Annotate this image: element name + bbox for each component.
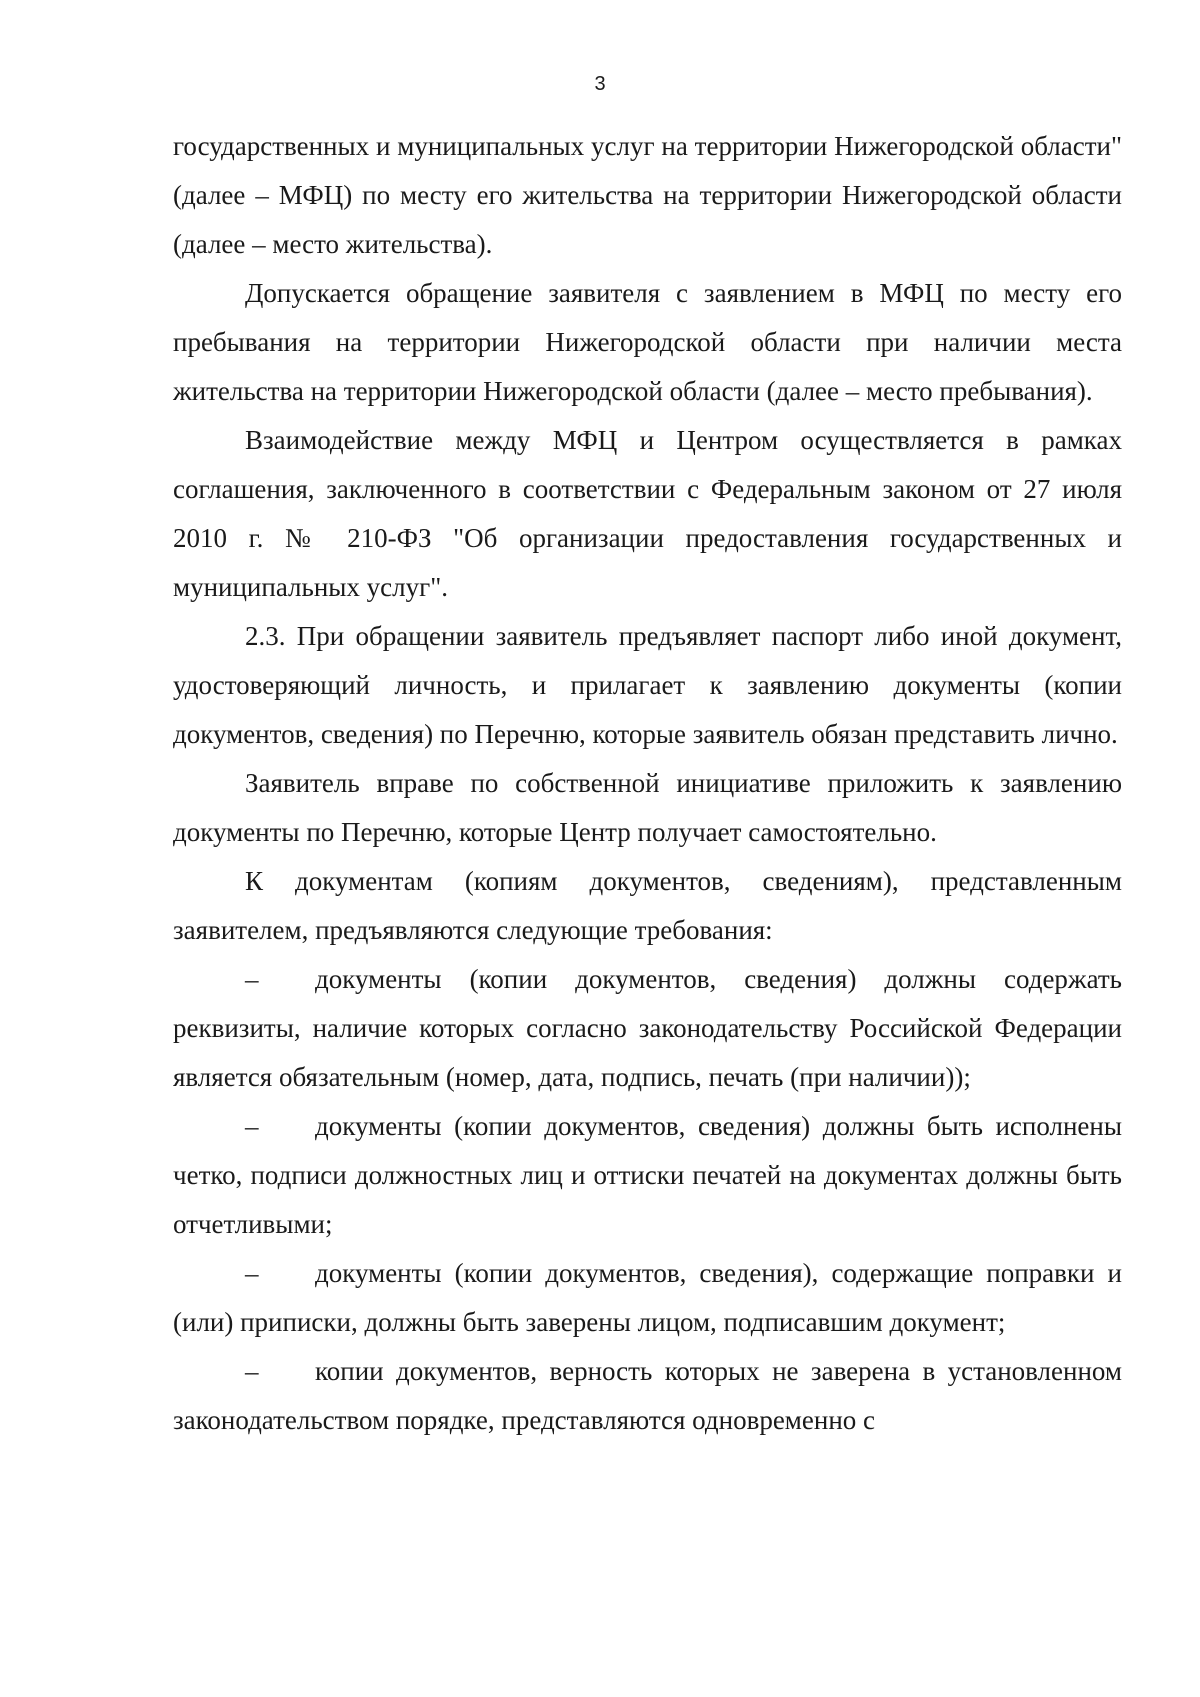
page-number: 3 <box>594 73 606 95</box>
paragraph-mfc-stay: Допускается обращение заявителя с заявлением в МФЦ по месту его пребывания на территории Нижегородской области при наличии места жительства на территории Нижегородской области (далее – место пребывания). <box>173 278 1122 406</box>
requirement-text: документы (копии документов, сведения), содержащие поправки и (или) приписки, должны быть заверены лицом, подписавшим документ; <box>173 1258 1122 1337</box>
paragraph-2-3: 2.3. При обращении заявитель предъявляет паспорт либо иной документ, удостоверяющий личность, и прилагает к заявлению документы (копии документов, сведения) по Перечню, которые заявитель обязан представить лично. <box>173 621 1122 749</box>
dash-marker: – <box>245 1258 259 1288</box>
requirement-text: документы (копии документов, сведения) должны быть исполнены четко, подписи должностных лиц и оттиски печатей на документах должны быть отчетливыми; <box>173 1111 1122 1239</box>
requirement-text: документы (копии документов, сведения) должны содержать реквизиты, наличие которых согласно законодательству Российской Федерации является обязательным (номер, дата, подпись, печать (при наличии)); <box>173 964 1122 1092</box>
requirement-item <box>173 1347 1122 1445</box>
requirement-item <box>173 955 1122 1102</box>
paragraph-own-initiative: Заявитель вправе по собственной инициативе приложить к заявлению документы по Перечню, которые Центр получает самостоятельно. <box>173 768 1122 847</box>
dash-marker: – <box>245 964 259 994</box>
paragraph-requirements-intro: К документам (копиям документов, сведениям), представленным заявителем, предъявляются следующие требования: <box>173 866 1122 945</box>
requirement-item <box>173 1102 1122 1249</box>
paragraph-interaction: Взаимодействие между МФЦ и Центром осуществляется в рамках соглашения, заключенного в соответствии с Федеральным законом от 27 июля 2010 г. № 210-ФЗ "Об организации предоставления государственных и муниципальных услуг". <box>173 425 1122 602</box>
requirement-item <box>173 1249 1122 1347</box>
dash-marker: – <box>245 1356 259 1386</box>
document-body <box>173 122 1122 1445</box>
dash-marker: – <box>245 1111 259 1141</box>
paragraph-continuation: государственных и муниципальных услуг на территории Нижегородской области" (далее – МФЦ) по месту его жительства на территории Нижегородской области (далее – место жительства). <box>173 131 1122 259</box>
requirement-text: копии документов, верность которых не заверена в установленном законодательством порядке, представляются одновременно с <box>173 1356 1122 1435</box>
